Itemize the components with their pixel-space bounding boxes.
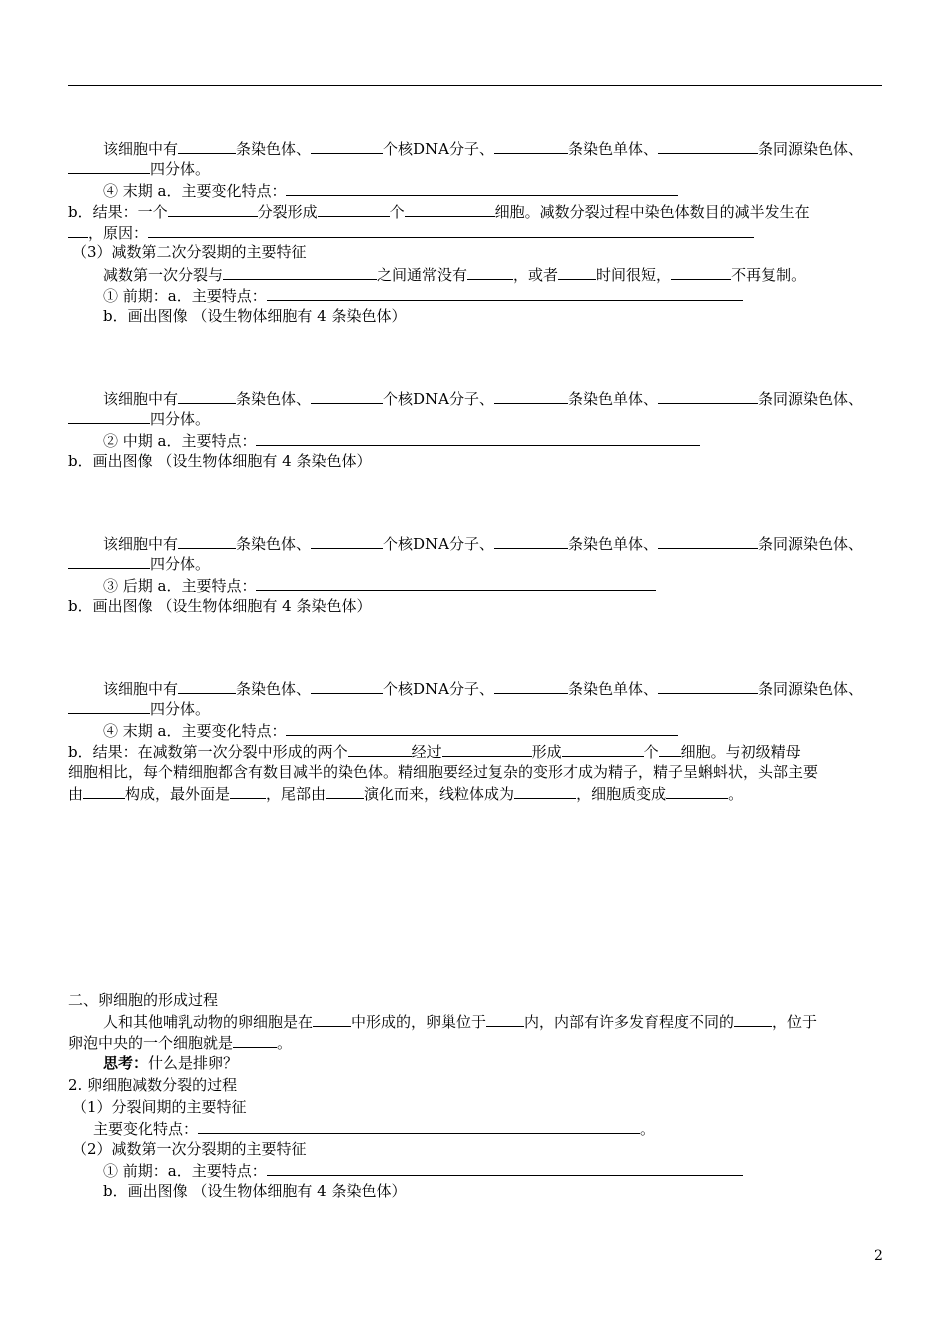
answer-blank[interactable] — [558, 264, 596, 280]
answer-blank[interactable] — [233, 1032, 277, 1048]
telophase1-feature: ④ 末期 a．主要变化特点： — [103, 180, 678, 200]
answer-blank[interactable] — [267, 285, 743, 301]
sperm-result-3: 由 构成，最外面是 ，尾部由 演化而来，线粒体成为 ，细胞质变成 。 — [68, 785, 744, 803]
answer-blank[interactable] — [486, 1011, 524, 1027]
answer-blank[interactable] — [514, 783, 576, 799]
count-line: 该细胞中有 条染色体、 个核DNA分子、 条染色单体、 条同源染色体、 — [103, 680, 864, 698]
answer-blank[interactable] — [68, 408, 150, 424]
egg-paragraph-1: 人和其他哺乳动物的卵细胞是在 中形成的，卵巢位于 内，内部有许多发育程度不同的 ，位于 — [103, 1013, 818, 1031]
reason-line: ，原因： — [68, 222, 754, 242]
answer-blank[interactable] — [318, 201, 390, 217]
answer-blank[interactable] — [405, 201, 495, 217]
answer-blank[interactable] — [311, 533, 383, 549]
anaphase2-feature: ③ 后期 a．主要特点： — [103, 575, 656, 595]
count-line: 该细胞中有 条染色体、 个核DNA分子、 条染色单体、 条同源染色体、 — [103, 140, 864, 158]
egg-subtitle: 2. 卵细胞减数分裂的过程 — [68, 1076, 238, 1094]
answer-blank[interactable] — [666, 783, 728, 799]
answer-blank[interactable] — [68, 698, 150, 714]
prophase2-feature: ① 前期：a．主要特点： — [103, 285, 743, 305]
answer-blank[interactable] — [734, 1011, 772, 1027]
answer-blank[interactable] — [562, 741, 644, 757]
answer-blank[interactable] — [178, 533, 236, 549]
answer-blank[interactable] — [148, 222, 754, 238]
metaphase2-feature: ② 中期 a．主要特点： — [103, 430, 700, 450]
answer-blank[interactable] — [168, 201, 258, 217]
sperm-result-2: 细胞相比，每个精细胞都含有数目减半的染色体。精细胞要经过复杂的变形才成为精子，精子呈蝌蚪状，头部主要 — [68, 763, 819, 781]
answer-blank[interactable] — [223, 264, 377, 280]
count-line: 该细胞中有 条染色体、 个核DNA分子、 条染色单体、 条同源染色体、 — [103, 390, 864, 408]
answer-blank[interactable] — [671, 264, 731, 280]
answer-blank[interactable] — [658, 138, 758, 154]
egg-interphase-title: （1）分裂间期的主要特征 — [72, 1098, 247, 1116]
answer-blank[interactable] — [256, 430, 700, 446]
draw-instruction: b．画出图像 （设生物体细胞有 4 条染色体） — [68, 597, 372, 615]
answer-blank[interactable] — [68, 222, 88, 238]
egg-section-title: 二、卵细胞的形成过程 — [68, 991, 219, 1009]
count-line-2: 四分体。 — [68, 553, 210, 573]
page-number: 2 — [874, 1248, 883, 1264]
answer-blank[interactable] — [494, 678, 568, 694]
draw-instruction: b．画出图像 （设生物体细胞有 4 条染色体） — [68, 452, 372, 470]
answer-blank[interactable] — [494, 138, 568, 154]
answer-blank[interactable] — [467, 264, 513, 280]
telophase2-feature: ④ 末期 a．主要变化特点： — [103, 720, 678, 740]
answer-blank[interactable] — [267, 1160, 743, 1176]
answer-blank[interactable] — [286, 180, 678, 196]
answer-blank[interactable] — [658, 533, 758, 549]
think-question: 思考：什么是排卵？ — [103, 1054, 239, 1072]
answer-blank[interactable] — [178, 388, 236, 404]
answer-blank[interactable] — [256, 575, 656, 591]
egg-interphase-feature: 主要变化特点： 。 — [93, 1120, 656, 1138]
answer-blank[interactable] — [658, 388, 758, 404]
header-rule — [68, 85, 882, 86]
count-line-2: 四分体。 — [68, 698, 210, 718]
sperm-result-1: b．结果：在减数第一次分裂中形成的两个 经过 形成 个 细胞。与初级精母 — [68, 743, 801, 761]
answer-blank[interactable] — [659, 741, 681, 757]
answer-blank[interactable] — [313, 1011, 351, 1027]
count-line-2: 四分体。 — [68, 158, 210, 178]
interkinesis-line: 减数第一次分裂与 之间通常没有 ，或者 时间很短， 不再复制。 — [103, 266, 807, 284]
answer-blank[interactable] — [326, 783, 364, 799]
draw-instruction: b．画出图像 （设生物体细胞有 4 条染色体） — [103, 307, 407, 325]
answer-blank[interactable] — [348, 741, 412, 757]
count-line: 该细胞中有 条染色体、 个核DNA分子、 条染色单体、 条同源染色体、 — [103, 535, 864, 553]
answer-blank[interactable] — [68, 553, 150, 569]
section-meiosis2: （3）减数第二次分裂期的主要特征 — [72, 243, 307, 261]
answer-blank[interactable] — [442, 741, 532, 757]
answer-blank[interactable] — [178, 138, 236, 154]
egg-meiosis1-title: （2）减数第一次分裂期的主要特征 — [72, 1140, 307, 1158]
egg-prophase-feature: ① 前期：a．主要特点： — [103, 1160, 743, 1180]
answer-blank[interactable] — [494, 533, 568, 549]
answer-blank[interactable] — [286, 720, 678, 736]
count-line-2: 四分体。 — [68, 408, 210, 428]
answer-blank[interactable] — [198, 1118, 640, 1134]
answer-blank[interactable] — [68, 158, 150, 174]
answer-blank[interactable] — [494, 388, 568, 404]
answer-blank[interactable] — [178, 678, 236, 694]
answer-blank[interactable] — [230, 783, 266, 799]
answer-blank[interactable] — [311, 678, 383, 694]
answer-blank[interactable] — [311, 138, 383, 154]
answer-blank[interactable] — [311, 388, 383, 404]
draw-instruction: b．画出图像 （设生物体细胞有 4 条染色体） — [103, 1182, 407, 1200]
answer-blank[interactable] — [83, 783, 125, 799]
result-line: b．结果：一个 分裂形成 个 细胞。减数分裂过程中染色体数目的减半发生在 — [68, 203, 810, 221]
answer-blank[interactable] — [658, 678, 758, 694]
egg-paragraph-2: 卵泡中央的一个细胞就是 。 — [68, 1034, 293, 1052]
